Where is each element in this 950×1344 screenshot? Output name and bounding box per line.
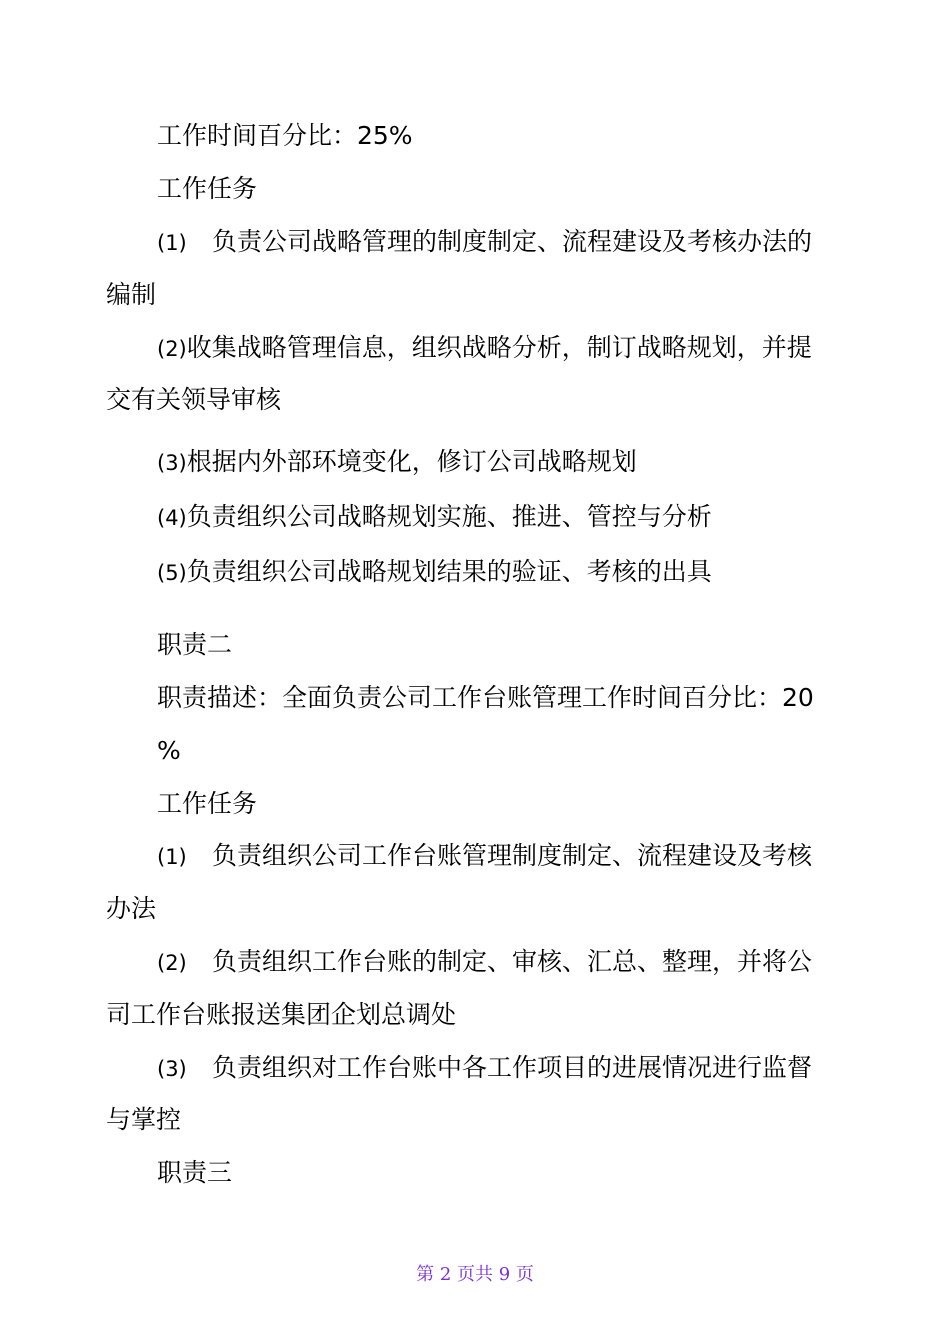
task-heading-2: 工作任务 [157,789,258,818]
task-item-2 [157,332,812,365]
task-item-4 [157,501,712,534]
task-item-1-continued: 编制 [106,280,157,309]
duty-description-continued: % [157,736,181,765]
item-text: 负责组织工作台账的制定、审核、汇总、整理，并将公 [212,947,813,976]
item-text: 收集战略管理信息，组织战略分析，制订战略规划，并提 [186,333,812,362]
task-item-3 [157,446,637,479]
task2-item-3 [157,1052,812,1085]
task2-item-1 [157,840,812,873]
task2-item-3-continued: 与掌控 [106,1105,182,1134]
duty-two-heading: 职责二 [157,630,233,659]
item-text: 负责组织公司工作台账管理制度制定、流程建设及考核 [212,841,813,870]
item-text: 负责公司战略管理的制度制定、流程建设及考核办法的 [212,227,813,256]
item-number: (3) [157,451,187,475]
item-text: 负责组织公司战略规划实施、推进、管控与分析 [186,502,712,531]
item-number: (3) [157,1057,187,1081]
item-number: (4) [157,506,187,530]
duty-description-line: 职责描述：全面负责公司工作台账管理工作时间百分比：20 [157,683,814,712]
duty-three-heading: 职责三 [157,1158,233,1187]
task2-item-2 [157,946,812,979]
item-number: (1) [157,231,187,255]
task2-item-2-continued: 司工作台账报送集团企划总调处 [106,1000,457,1029]
item-number: (2) [157,951,187,975]
task2-item-1-continued: 办法 [106,894,157,923]
item-number: (2) [157,337,187,361]
item-number: (1) [157,845,187,869]
time-percentage-line: 工作时间百分比：25% [157,121,413,150]
task-heading: 工作任务 [157,174,258,203]
item-text: 根据内外部环境变化，修订公司战略规划 [186,447,637,476]
task-item-5 [157,556,712,589]
task-item-2-continued: 交有关领导审核 [106,385,282,414]
item-text: 负责组织对工作台账中各工作项目的进展情况进行监督 [212,1053,813,1082]
task-item-1 [157,226,812,259]
item-text: 负责组织公司战略规划结果的验证、考核的出具 [186,557,712,586]
item-number: (5) [157,561,187,585]
page-number-footer: 第 2 页共 9 页 [416,1264,534,1285]
